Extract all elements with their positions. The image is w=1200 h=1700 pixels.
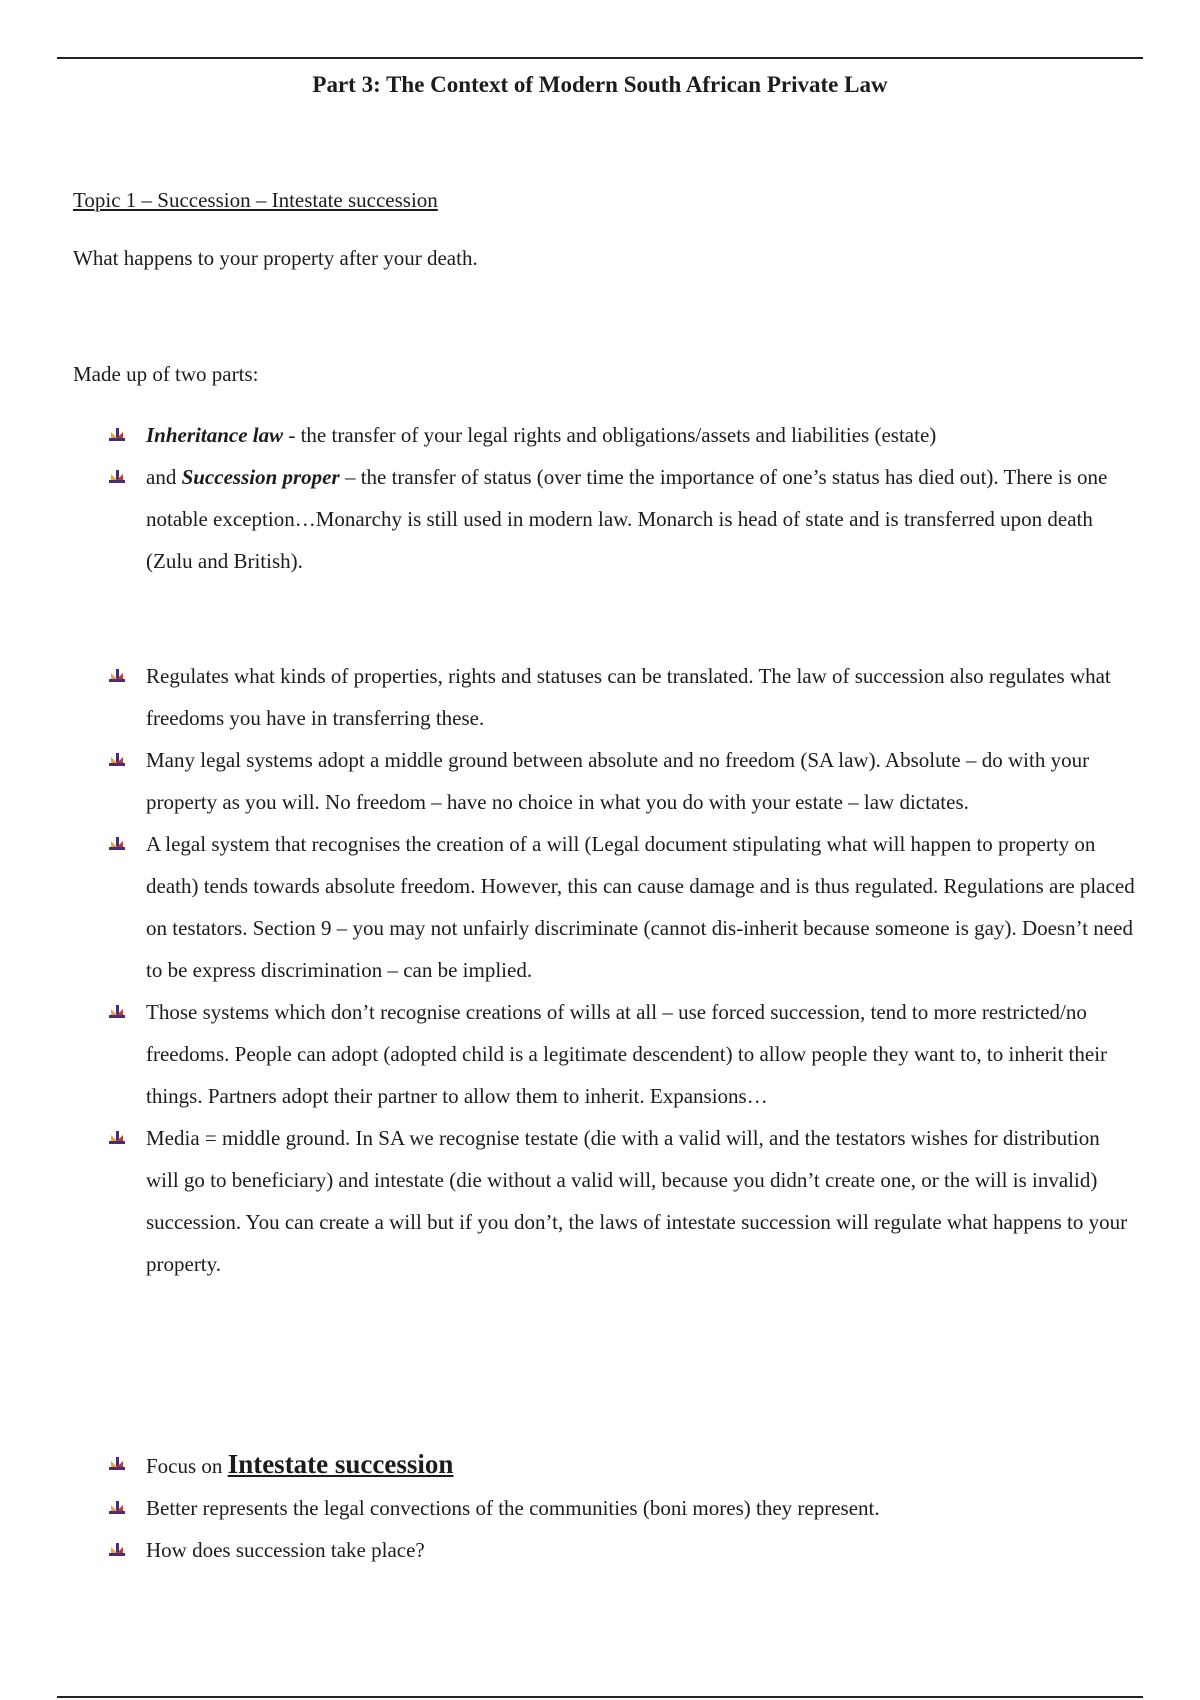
made-up-text: Made up of two parts: [73, 362, 259, 386]
list-item [107, 739, 1137, 823]
arrow-bullet-icon [107, 668, 127, 684]
term-succession-proper: Succession proper [181, 465, 340, 489]
arrow-bullet-icon [107, 427, 127, 443]
point-text: Better represents the legal convections of the communities (boni mores) they represent. [146, 1496, 880, 1520]
list-item [107, 414, 1137, 456]
point-text: Those systems which don’t recognise creations of wills at all – use forced succession, tend to more restricted/no freedoms. People can adopt (adopted child is a legitimate descendent) to allow people they want to, to inherit their things. Partners adopt their partner to allow them to inherit. Expansions… [146, 1000, 1108, 1108]
arrow-bullet-icon [107, 752, 127, 768]
list-item [107, 823, 1137, 991]
parts-list [107, 414, 1137, 582]
point-text: A legal system that recognises the creation of a will (Legal document stipulating what will happen to property on death) tends towards absolute freedom. However, this can cause damage and is thus regulated. Regulations are placed on testators. Section 9 – you may not unfairly discriminate (cannot dis-inherit because someone is gay). Doesn’t need to be express discrimination – can be implied. [146, 832, 1135, 982]
list-item [107, 1529, 1137, 1571]
intro-text: What happens to your property after your death. [73, 246, 478, 270]
arrow-bullet-icon [107, 1542, 127, 1558]
term-inheritance-law: Inheritance law [146, 423, 284, 447]
arrow-bullet-icon [107, 469, 127, 485]
arrow-bullet-icon [107, 1130, 127, 1146]
part-text: - the transfer of your legal rights and obligations/assets and liabilities (estate) [283, 423, 937, 447]
part-prefix: and [146, 465, 182, 489]
points-list [107, 655, 1137, 1285]
arrow-bullet-icon [107, 1500, 127, 1516]
list-item [107, 655, 1137, 739]
focus-heading: Intestate succession [227, 1449, 454, 1479]
list-item [107, 1117, 1137, 1285]
part-text: – the transfer of status (over time the importance of one’s status has died out). There is one notable exception…Monarchy is still used in modern law. Monarch is head of state and is transferred upon death (Zulu and British). [146, 465, 1108, 573]
list-item [107, 1487, 1137, 1529]
arrow-bullet-icon [107, 836, 127, 852]
arrow-bullet-icon [107, 1456, 127, 1472]
list-item [107, 1443, 1137, 1487]
point-text: Many legal systems adopt a middle ground between absolute and no freedom (SA law). Absolute – do with your property as you will. No freedom – have no choice in what you do with your estate – law dictates. [146, 748, 1090, 814]
top-rule [57, 57, 1143, 59]
page-title: Part 3: The Context of Modern South African Private Law [312, 72, 888, 97]
focus-prefix: Focus on [146, 1454, 228, 1478]
list-item [107, 456, 1137, 582]
focus-list [107, 1443, 1137, 1571]
point-text: Media = middle ground. In SA we recognise testate (die with a valid will, and the testators wishes for distribution will go to beneficiary) and intestate (die without a valid will, because you didn’t create one, or the will is invalid) succession. You can create a will but if you don’t, the laws of intestate succession will regulate what happens to your property. [146, 1126, 1128, 1276]
arrow-bullet-icon [107, 1004, 127, 1020]
bottom-rule [57, 1696, 1143, 1698]
topic-heading: Topic 1 – Succession – Intestate succession [73, 188, 438, 212]
list-item [107, 991, 1137, 1117]
point-text: Regulates what kinds of properties, rights and statuses can be translated. The law of succession also regulates what freedoms you have in transferring these. [146, 664, 1111, 730]
point-text: How does succession take place? [146, 1538, 425, 1562]
